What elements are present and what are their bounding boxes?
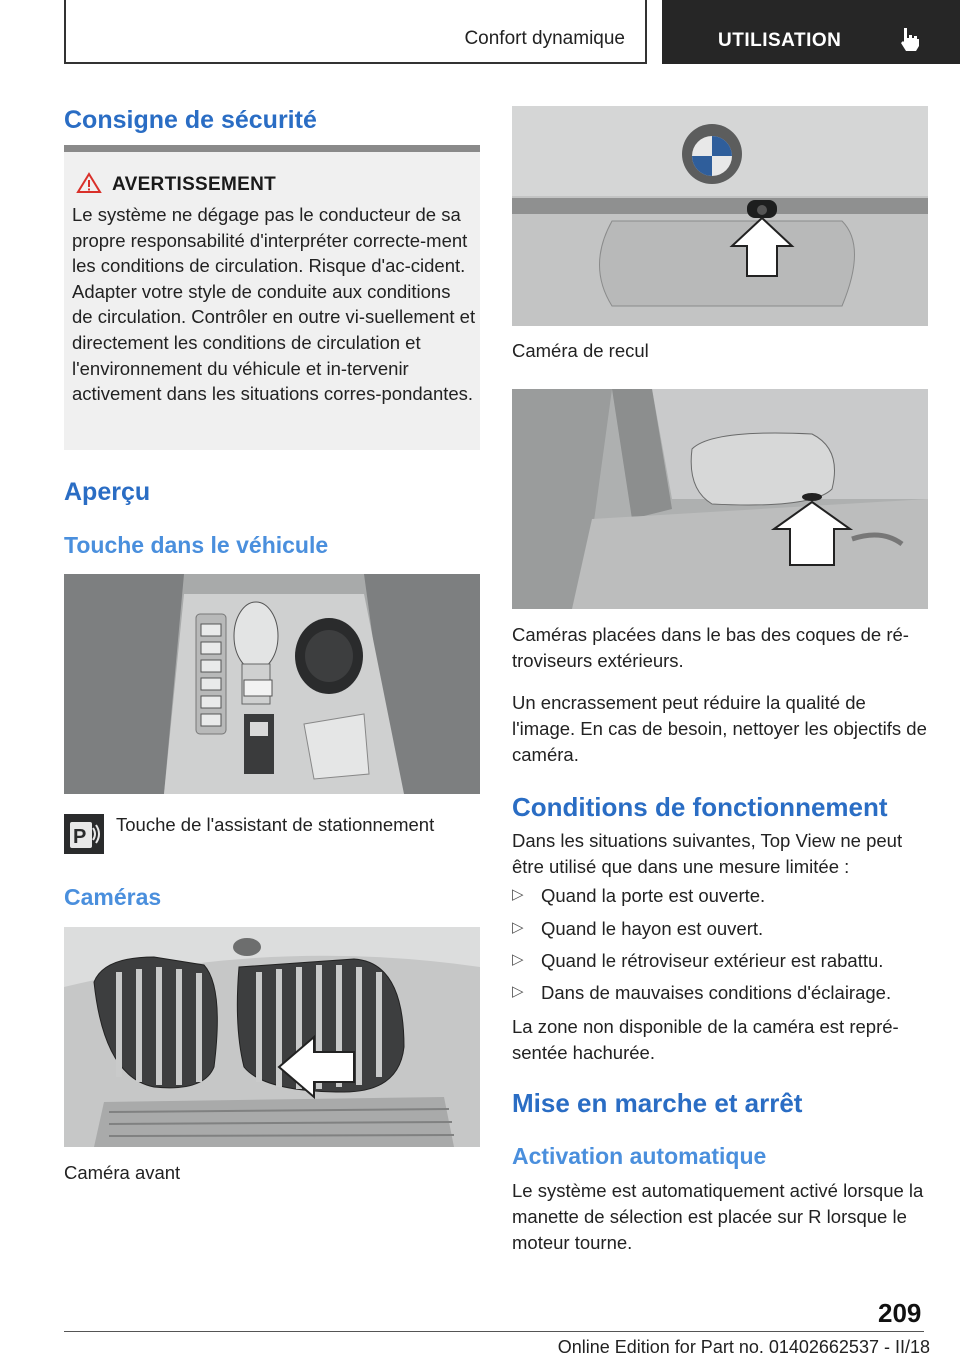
bullet-triangle-icon: ▷ bbox=[512, 951, 524, 968]
list-item-text: Quand le hayon est ouvert. bbox=[541, 918, 764, 939]
rear-camera-illustration bbox=[512, 106, 928, 326]
rear-camera-image bbox=[512, 106, 928, 326]
unavailable-zone-note: La zone non disponible de la caméra est repré-sentée hachurée. bbox=[512, 1016, 899, 1063]
side-mirror-illustration bbox=[512, 389, 928, 609]
pointing-hand-icon bbox=[898, 26, 922, 52]
header-section-title: Confort dynamique bbox=[464, 28, 625, 49]
warning-box bbox=[64, 152, 480, 450]
list-item-text: Dans de mauvaises conditions d'éclairage. bbox=[541, 982, 892, 1003]
auto-activation-heading: Activation automatique bbox=[512, 1143, 767, 1169]
overview-heading: Aperçu bbox=[64, 478, 151, 506]
footer-divider bbox=[64, 1331, 924, 1332]
svg-text:P: P bbox=[73, 826, 87, 848]
edition-info: Online Edition for Part no. 01402662537 - II/18 bbox=[557, 1337, 930, 1357]
list-item-text: Quand le rétroviseur extérieur est rabattu. bbox=[541, 950, 884, 971]
list-item-text: Quand la porte est ouverte. bbox=[541, 885, 766, 906]
switching-heading: Mise en marche et arrêt bbox=[512, 1088, 803, 1118]
side-cameras-caption: Caméras placées dans le bas des coques de ré-troviseurs extérieurs. bbox=[512, 624, 909, 671]
list-item bbox=[512, 982, 932, 1008]
list-item bbox=[512, 885, 932, 911]
bullet-triangle-icon: ▷ bbox=[512, 983, 524, 1000]
header-section-box bbox=[64, 0, 647, 64]
parking-assistant-button-icon bbox=[64, 814, 104, 854]
front-camera-image bbox=[64, 927, 480, 1147]
cameras-heading: Caméras bbox=[64, 884, 162, 910]
conditions-heading: Conditions de fonctionnement bbox=[512, 792, 888, 822]
header-chapter-title: UTILISATION bbox=[718, 30, 842, 51]
parking-button-caption: Touche de l'assistant de stationnement bbox=[116, 814, 435, 835]
side-camera-image bbox=[512, 389, 928, 609]
center-console-image bbox=[64, 574, 480, 794]
page-number: 209 bbox=[878, 1298, 922, 1328]
warning-top-bar bbox=[64, 145, 480, 152]
warning-title: AVERTISSEMENT bbox=[112, 174, 277, 195]
bullet-triangle-icon: ▷ bbox=[512, 886, 524, 903]
header-chapter-box bbox=[662, 0, 960, 64]
front-camera-caption: Caméra avant bbox=[64, 1162, 181, 1183]
list-item bbox=[512, 950, 932, 976]
bullet-triangle-icon: ▷ bbox=[512, 919, 524, 936]
safety-heading: Consigne de sécurité bbox=[64, 106, 317, 134]
warning-triangle-icon bbox=[76, 172, 102, 194]
list-item bbox=[512, 918, 932, 944]
center-console-illustration bbox=[64, 574, 480, 794]
warning-text: Le système ne dégage pas le conducteur de sa propre responsabilité d'interpréter correcte-ment les conditions de circulation. Risque d'ac-cident. Adapter votre style de conduite aux conditions de circulation. Contrôler en outre vi-suellement et directement les conditions de circulation et l'environnement du véhicule et in-tervenir activement dans les situations corres-pondantes. bbox=[72, 204, 476, 405]
front-grille-illustration bbox=[64, 927, 480, 1147]
rear-camera-caption: Caméra de recul bbox=[512, 340, 649, 361]
auto-activation-text: Le système est automatiquement activé lorsque la manette de sélection est placée sur R lorsque le moteur tourne. bbox=[512, 1180, 924, 1253]
dirt-note: Un encrassement peut réduire la qualité de l'image. En cas de besoin, nettoyer les objectifs de caméra. bbox=[512, 692, 927, 765]
button-in-vehicle-heading: Touche dans le véhicule bbox=[64, 532, 329, 558]
conditions-intro: Dans les situations suivantes, Top View ne peut être utilisé que dans une mesure limitée : bbox=[512, 830, 903, 877]
